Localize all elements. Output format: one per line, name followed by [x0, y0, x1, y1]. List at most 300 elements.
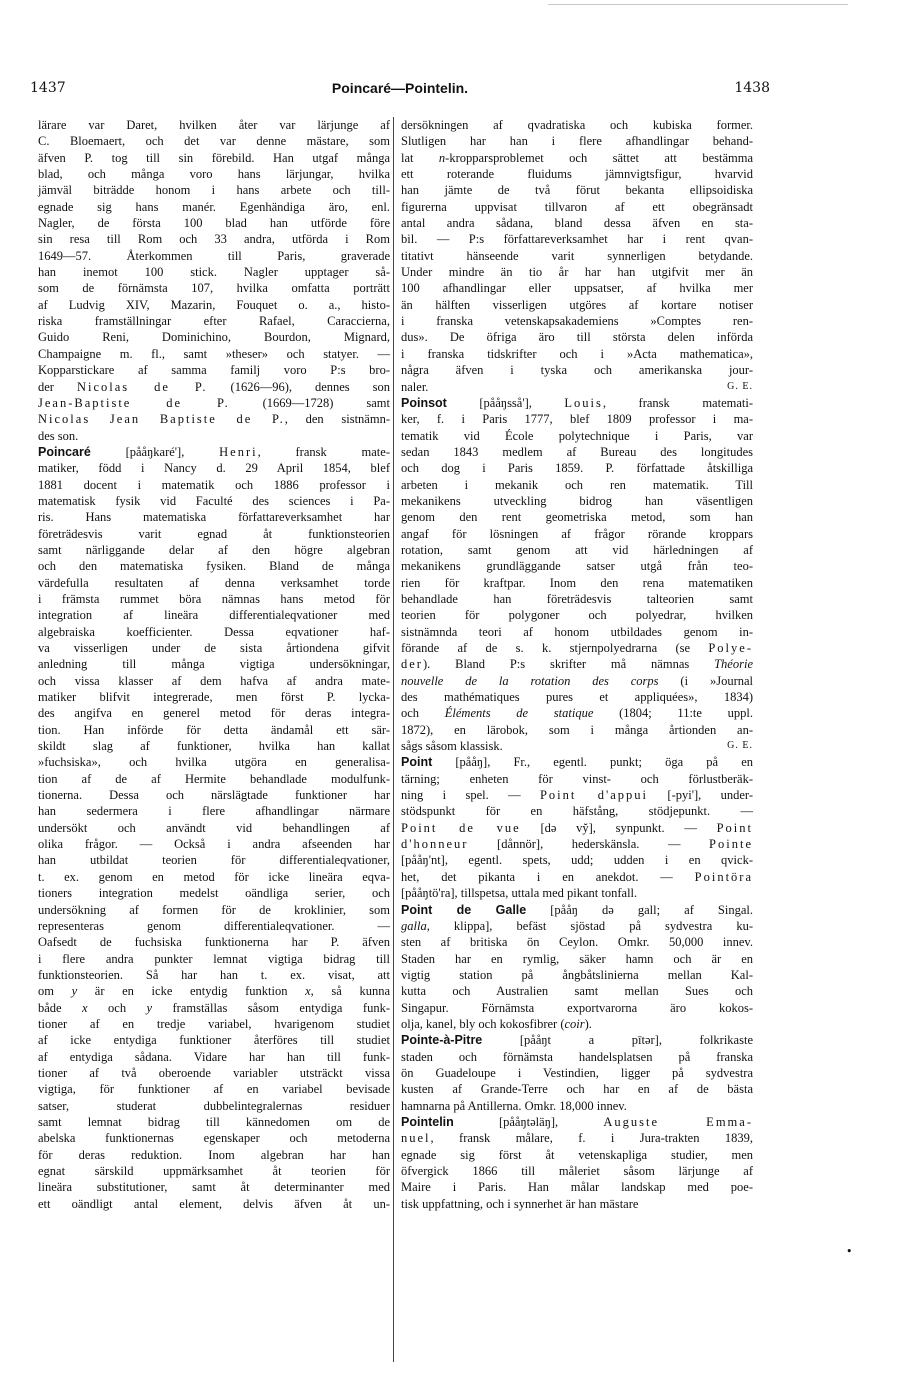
- text-segment: [pååŋ də gall; af Singal.: [526, 902, 753, 917]
- left-column-line: [38, 1163, 390, 1179]
- right-column-line: [401, 656, 753, 672]
- left-column-line: [38, 738, 390, 754]
- text-segment: af icke entydiga funktioner återföres till studiet: [38, 1033, 390, 1048]
- text-segment: arbeten i mekanik och ren matematik. Till: [401, 477, 753, 492]
- right-column-line: [401, 280, 753, 296]
- text-segment: sågs såsom klassisk.: [401, 739, 503, 754]
- running-header: [30, 80, 770, 100]
- left-column-line: [38, 607, 390, 623]
- italic-text: x: [82, 1000, 88, 1015]
- text-segment: kusten af Grande-Terre och har en af de bästa: [401, 1082, 753, 1097]
- text-segment: tion af de af Hermite behandlade modulfunk-: [38, 771, 390, 786]
- left-column-line: [38, 395, 390, 411]
- spaced-name: Pointe: [709, 837, 753, 852]
- left-column-line: [38, 1147, 390, 1163]
- left-column: [38, 117, 390, 1212]
- text-segment: -kropparsproblemet och sättet att bestämma: [445, 150, 753, 165]
- text-segment: [pååŋsså'],: [446, 395, 565, 410]
- text-segment: blad, och många voro hans lärjungar, hvilka: [38, 167, 390, 182]
- text-segment: staden och förnämsta handelsplatsen på franska: [401, 1049, 753, 1064]
- left-column-line: [38, 362, 390, 378]
- text-segment: vigtig station på ångbåtslinierna mellan Kal-: [401, 967, 753, 982]
- text-segment: än hälften visserligen utgöres af kortare notiser: [401, 297, 753, 312]
- italic-text: coir: [564, 1016, 585, 1031]
- right-column-line: [401, 1179, 753, 1195]
- text-segment: egnat särskild uppmärksamhet åt teorien för: [38, 1164, 390, 1178]
- text-segment: [pååŋ'nt], egentl. spets, udd; udden i en qvick-: [401, 853, 753, 868]
- left-column-line: [38, 918, 390, 934]
- text-segment: (i »Journal: [658, 673, 753, 688]
- right-column-line: [401, 1163, 753, 1179]
- text-segment: riska framställningar efter Rafael, Caraccierna,: [38, 314, 390, 329]
- text-segment: några äfven i tyska och amerikanska jour-: [401, 363, 753, 378]
- right-column-line: [401, 624, 753, 640]
- text-segment: »fuchsiska», och hvilka utgöra en generalisa-: [38, 755, 390, 770]
- text-segment: bil. — P:s författareverksamhet har i rent qvan-: [401, 232, 753, 247]
- left-column-line: [38, 951, 390, 967]
- text-segment: Maire i Paris. Han målar landskap med poe-: [401, 1180, 753, 1195]
- left-column-line: [38, 836, 390, 852]
- left-column-line: [38, 526, 390, 542]
- right-column-line: [401, 1049, 753, 1065]
- text-segment: ). Bland P:s skrifter må nämnas: [422, 657, 715, 672]
- right-column-line: [401, 395, 753, 411]
- text-segment: och: [401, 706, 445, 721]
- left-column-line: [38, 313, 390, 329]
- right-column-line: [401, 918, 753, 934]
- left-column-line: [38, 852, 390, 868]
- text-segment: skildt slag af funktioner, hvilka han kallat: [38, 739, 390, 754]
- text-segment: stödspunkt för en häfstång, stödjepunkt. —: [401, 804, 753, 819]
- text-segment: för deras reduktion. Inom algebran har han: [38, 1147, 390, 1162]
- author-signature: G. E.: [727, 740, 753, 752]
- left-column-line: [38, 280, 390, 296]
- right-column-line: [401, 705, 753, 721]
- text-segment: tion. Han införde för detta ändamål ett sär-: [38, 722, 390, 737]
- text-segment: Singapur. Förnämsta exportvarorna äro kokos-: [401, 1000, 753, 1015]
- right-column-line: [401, 591, 753, 607]
- text-segment: Kopparstickare af samma familj voro P:s bro-: [38, 363, 390, 378]
- left-column-line: [38, 869, 390, 885]
- text-segment: mekanikens utveckling bidrog han väsentligen: [401, 493, 753, 508]
- left-column-line: [38, 1179, 390, 1195]
- left-column-line: [38, 754, 390, 770]
- right-column-line: [401, 836, 753, 852]
- text-segment: olika frågor. — Också i andra afseenden har: [38, 837, 390, 852]
- text-segment: C. Bloemaert, och det var denne mästare, som: [38, 134, 390, 149]
- right-column-line: [401, 1114, 753, 1130]
- right-column-line: [401, 133, 753, 149]
- right-column-line: [401, 983, 753, 999]
- text-segment: kutta och Australien samt mellan Sues och: [401, 984, 753, 999]
- right-column-line: [401, 182, 753, 198]
- text-segment: tionerna. Dessa och närslägtade funktioner har: [38, 788, 390, 803]
- text-segment: funktionsteorien. Så har han t. ex. visat, att: [38, 967, 390, 982]
- left-column-line: [38, 477, 390, 493]
- right-column-line: [401, 575, 753, 591]
- left-column-line: [38, 428, 390, 444]
- right-column-line: [401, 1196, 753, 1212]
- spaced-name: Jean-Baptiste de P.: [38, 395, 230, 410]
- left-column-line: [38, 656, 390, 672]
- right-column-line: [401, 477, 753, 493]
- text-segment: af entydiga sådana. Vidare har han till funk-: [38, 1049, 390, 1064]
- left-column-line: [38, 820, 390, 836]
- text-segment: representeras genom differentialeqvationer. —: [38, 918, 390, 933]
- left-column-line: [38, 444, 390, 460]
- right-column-line: [401, 297, 753, 313]
- left-column-line: [38, 493, 390, 509]
- text-segment: anledning till många vigtiga undersökningar,: [38, 657, 390, 672]
- spaced-name: Auguste Emma-: [603, 1114, 753, 1129]
- text-segment: [-pyi'], under-: [648, 788, 753, 803]
- italic-text: Éléments de statique: [444, 706, 594, 721]
- headword: Point de Galle: [401, 902, 527, 917]
- left-column-line: [38, 1000, 390, 1016]
- text-segment: angaf för lösningen af frågor rörande kroppars: [401, 526, 753, 541]
- spaced-name: Henri: [219, 444, 258, 459]
- text-segment: (1804; 11:te uppl.: [593, 706, 753, 721]
- text-segment: , den sistnämn-: [284, 412, 390, 427]
- text-segment: sten af britiska ön Ceylon. Omkr. 50,000 innev.: [401, 935, 753, 950]
- right-column-line: [401, 869, 753, 885]
- text-segment: [dånnör], hederskänsla. —: [468, 837, 710, 852]
- text-segment: Under mindre än tio år har han utgifvit mer än: [401, 265, 753, 280]
- text-segment: framställas såsom entydiga funk-: [152, 1000, 390, 1015]
- left-column-line: [38, 1196, 390, 1212]
- left-column-line: [38, 1065, 390, 1081]
- text-segment: , fransk matemati-: [602, 395, 753, 410]
- left-column-line: [38, 133, 390, 149]
- text-segment: tärning; enheten för vinst- och förlustberäk-: [401, 771, 753, 786]
- text-segment: tisk uppfattning, och i synnerhet är han mästare: [401, 1196, 639, 1211]
- right-column-line: [401, 248, 753, 264]
- text-segment: samt närliggande delar af den högre algebran: [38, 542, 390, 557]
- right-column-line: [401, 362, 753, 378]
- left-column-line: [38, 150, 390, 166]
- left-column-line: [38, 1049, 390, 1065]
- text-segment: sistnämnda teori af honom utbildades genom in-: [401, 624, 753, 639]
- text-segment: Staden har en rymlig, säker hamn och är en: [401, 951, 753, 966]
- left-column-line: [38, 166, 390, 182]
- right-column-line: [401, 951, 753, 967]
- headword: Poincaré: [38, 444, 91, 459]
- left-column-line: [38, 264, 390, 280]
- text-segment: rien för kraftpar. Inom den rena matematiken: [401, 575, 753, 590]
- right-column-line: [401, 313, 753, 329]
- left-column-line: [38, 1081, 390, 1097]
- text-segment: tioner af en tredje variabel, hvarigenom studiet: [38, 1016, 390, 1031]
- text-segment: Guido Reni, Dominichino, Bourdon, Mignard,: [38, 330, 390, 345]
- text-segment: ön Guadeloupe i Vestindien, ligger på sydvestra: [401, 1065, 753, 1080]
- text-segment: dersökningen af qvadratiska och kubiska former.: [401, 118, 753, 132]
- right-column-line: [401, 1016, 753, 1032]
- text-segment: teorien för polygoner och polyedrar, hvilken: [401, 608, 753, 623]
- text-segment: han utbildat teorien för differentialeqvationer,: [38, 853, 390, 868]
- text-segment: der: [38, 379, 77, 394]
- right-column-line: [401, 444, 753, 460]
- text-segment: och dog i Paris 1859. P. författade åtskilliga: [401, 461, 753, 476]
- headword: Pointe-à-Pitre: [401, 1033, 483, 1048]
- right-column-line: [401, 264, 753, 280]
- text-segment: behandlade han företrädesvis talteorien samt: [401, 591, 753, 606]
- right-column-line: [401, 379, 753, 395]
- right-column-line: [401, 1000, 753, 1016]
- text-segment: undersökning af formen för de kroklinier, som: [38, 902, 390, 917]
- spaced-name: nuel: [401, 1131, 431, 1146]
- left-column-line: [38, 558, 390, 574]
- text-segment: genom den rent geometriska metod, som han: [401, 510, 753, 525]
- right-column-line: [401, 150, 753, 166]
- italic-text: y: [146, 1000, 153, 1015]
- text-segment: och den matematiska fysiken. Bland de många: [38, 559, 390, 574]
- text-segment: matiker blifvit integrerade, men först P. lycka-: [38, 690, 390, 705]
- left-column-line: [38, 1114, 390, 1130]
- right-column-line: [401, 673, 753, 689]
- left-column-line: [38, 591, 390, 607]
- right-column-line: [401, 1130, 753, 1146]
- left-column-line: [38, 329, 390, 345]
- text-segment: naler.: [401, 379, 429, 394]
- text-segment: des angifva en generel metod för deras integra-: [38, 706, 390, 721]
- right-column-line: [401, 607, 753, 623]
- left-column-line: [38, 885, 390, 901]
- left-column-line: [38, 411, 390, 427]
- text-segment: öfvergick 1866 till måleriet såsom lärjunge af: [401, 1164, 753, 1178]
- left-column-line: [38, 983, 390, 999]
- margin-bullet: •: [846, 1245, 853, 1258]
- right-column-line: [401, 460, 753, 476]
- text-segment: han jämte de två förut bekanta ellipsoidiska: [401, 183, 753, 198]
- spaced-name: d'honneur: [401, 837, 469, 852]
- text-segment: algebraiska koefficienter. Dessa eqvationer haf-: [38, 624, 390, 639]
- left-column-line: [38, 117, 390, 133]
- left-column-line: [38, 689, 390, 705]
- text-segment: [pååŋt a pītər], folkrikaste: [482, 1033, 753, 1048]
- text-segment: 1881 docent i matematik och 1886 professor i: [38, 477, 390, 492]
- spaced-name: Nicolas de P.: [76, 379, 208, 394]
- text-segment: , fransk målare, f. i Jura-trakten 1839,: [430, 1131, 753, 1146]
- text-segment: vigtiga, för funktioner af en variabel bevisade: [38, 1082, 390, 1097]
- text-segment: matematisk fysik vid Faculté des sciences i Pa-: [38, 493, 390, 508]
- text-segment: olja, kanel, bly och kokosfibrer (: [401, 1016, 565, 1031]
- text-segment: och: [87, 1000, 147, 1015]
- text-segment: Oafsedt de fuchsiska funktionerna har P. äfven: [38, 935, 390, 950]
- right-column-line: [401, 1098, 753, 1114]
- text-segment: han inemot 100 stick. Nagler upptager så-: [38, 265, 390, 280]
- right-column-line: [401, 787, 753, 803]
- text-segment: dus». De öfriga äro till största delen införda: [401, 330, 753, 345]
- right-column-line: [401, 885, 753, 901]
- right-column-line: [401, 428, 753, 444]
- headword: Pointelin: [401, 1114, 454, 1129]
- text-segment: företrädesvis varit egnad åt funktionsteorien: [38, 526, 390, 541]
- text-segment: lineära substitutioner, samt åt determinanter med: [38, 1180, 390, 1195]
- right-column-line: [401, 902, 753, 918]
- right-column-line: [401, 771, 753, 787]
- headword: Poinsot: [401, 395, 447, 410]
- text-segment: satser, studerat dubbelintegralernas residuer: [38, 1098, 390, 1113]
- right-column-line: [401, 1065, 753, 1081]
- text-segment: förande af de s. k. stjernpolyedrarna (se: [401, 641, 709, 655]
- left-column-line: [38, 787, 390, 803]
- left-page-number: 1437: [30, 80, 66, 96]
- text-segment: ett roterande fluidums jämnvigtsfigur, hvarvid: [401, 167, 753, 182]
- text-segment: matiker, född i Nancy d. 29 April 1854, blef: [38, 461, 390, 476]
- text-segment: samt lemnat bidrag till kännedomen om de: [38, 1114, 390, 1129]
- italic-text: y: [71, 984, 78, 999]
- text-segment: i franska vetenskapsakademiens »Comptes ren-: [401, 314, 753, 329]
- text-segment: [pååŋkaré'],: [90, 444, 220, 459]
- spaced-name: Point de vue: [401, 820, 521, 835]
- left-column-line: [38, 248, 390, 264]
- text-segment: des son.: [38, 428, 79, 443]
- text-segment: tematik vid École polytechnique i Paris, var: [401, 428, 753, 443]
- text-segment: integration af lineära differentialeqvationer med: [38, 608, 390, 623]
- text-segment: het, det pikanta i en anekdot. —: [401, 869, 695, 884]
- text-segment: Slutligen har han i flere afhandlingar behand-: [401, 134, 753, 149]
- column-divider: [393, 117, 394, 1362]
- text-segment: i främsta rummet böra nämnas hans metod för: [38, 591, 390, 606]
- spaced-name: Louis: [564, 395, 603, 410]
- left-column-line: [38, 1032, 390, 1048]
- right-column-line: [401, 166, 753, 182]
- text-segment: (1669—1728) samt: [229, 395, 390, 410]
- text-segment: Nagler, de första 100 blad han utförde före: [38, 216, 390, 231]
- right-column-line: [401, 509, 753, 525]
- text-segment: rotation, samt genom att vid härledningen af: [401, 542, 753, 557]
- left-column-line: [38, 640, 390, 656]
- text-segment: ris. Hans matematiska författareverksamhet har: [38, 510, 390, 525]
- text-segment: äfven P. tog till sin förebild. Han utgaf många: [38, 150, 390, 165]
- text-segment: 1649—57. Återkommen till Paris, graverade: [38, 248, 390, 263]
- spaced-name: Pointöra: [694, 869, 753, 884]
- right-column-line: [401, 1081, 753, 1097]
- text-segment: jämväl biträdde honom i hans arbete och till-: [38, 183, 390, 198]
- text-segment: egnade sig först åt vetenskapliga studier, men: [401, 1147, 753, 1162]
- left-column-line: [38, 624, 390, 640]
- running-title: Poincaré—Pointelin.: [331, 80, 469, 96]
- right-page-number: 1438: [734, 80, 770, 96]
- text-segment: titativt hänseende varit synnerligen betydande.: [401, 248, 753, 263]
- text-segment: är en icke entydig funktion: [77, 984, 306, 999]
- text-segment: 100 afhandlingar eller uppsatser, af hvilka mer: [401, 281, 753, 296]
- text-segment: Champaigne m. fl., samt »theser» och statyer. —: [38, 346, 390, 361]
- text-segment: , fransk mate-: [257, 444, 390, 459]
- right-column-line: [401, 493, 753, 509]
- text-segment: han sedermera i flere afhandlingar närmare: [38, 804, 390, 819]
- text-segment: , klippa], befäst sjöstad på sydvestra ku-: [426, 918, 753, 933]
- right-column-line: [401, 329, 753, 345]
- left-column-line: [38, 575, 390, 591]
- right-column: [401, 117, 753, 1212]
- right-column-line: [401, 967, 753, 983]
- text-segment: värdefulla resultaten af denna verksamhet torde: [38, 575, 390, 590]
- left-column-line: [38, 722, 390, 738]
- right-column-line: [401, 542, 753, 558]
- left-column-line: [38, 215, 390, 231]
- text-segment: och vissa klasser af dem hafva af andra mate-: [38, 673, 390, 688]
- right-column-line: [401, 640, 753, 656]
- left-column-line: [38, 379, 390, 395]
- text-segment: sin resa till Rom och 33 andra, utförda i Rom: [38, 232, 390, 247]
- text-segment: af Ludvig XIV, Mazarin, Fouquet o. a., histo-: [38, 297, 390, 312]
- text-segment: lat: [401, 150, 439, 165]
- text-segment: ning i spel. —: [401, 788, 540, 803]
- left-column-line: [38, 967, 390, 983]
- text-segment: des mathématiques pures et appliquées», 1834): [401, 690, 753, 705]
- right-column-line: [401, 558, 753, 574]
- text-segment: om: [38, 984, 72, 999]
- left-column-line: [38, 231, 390, 247]
- left-column-line: [38, 346, 390, 362]
- left-column-line: [38, 509, 390, 525]
- text-segment: (1626—96), dennes son: [207, 379, 390, 394]
- right-column-line: [401, 820, 753, 836]
- right-column-line: [401, 722, 753, 738]
- text-segment: undersökt och användt vid behandlingen af: [38, 820, 390, 835]
- text-segment: t. ex. genom en metod för icke lineära eqva-: [38, 869, 390, 884]
- left-column-line: [38, 199, 390, 215]
- italic-text: galla: [401, 918, 427, 933]
- text-segment: ).: [584, 1016, 592, 1031]
- spaced-name: Point: [716, 820, 753, 835]
- right-column-line: [401, 738, 753, 754]
- text-segment: i flere andra punkter lemnat vigtiga bidrag till: [38, 951, 390, 966]
- text-segment: figurerna uppvisat tillvaron af ett obegränsadt: [401, 199, 753, 214]
- right-column-line: [401, 754, 753, 770]
- right-column-line: [401, 346, 753, 362]
- right-column-line: [401, 852, 753, 868]
- italic-text: n: [438, 150, 446, 165]
- text-segment: ett oändligt antal element, delvis äfven åt un-: [38, 1196, 390, 1211]
- text-segment: [də vy̆], synpunkt. —: [520, 820, 717, 835]
- text-segment: egnade sig hans manér. Egenhändiga äro, enl.: [38, 199, 390, 214]
- left-column-line: [38, 182, 390, 198]
- left-column-line: [38, 803, 390, 819]
- text-segment: i franska tidskrifter och i »Acta mathematica»,: [401, 346, 753, 361]
- top-rule: [548, 4, 848, 5]
- right-column-line: [401, 117, 753, 133]
- text-segment: antal andra sådana, bland dessa äfven en sta-: [401, 216, 753, 231]
- right-column-line: [401, 689, 753, 705]
- italic-text: nouvelle de la rotation des corps: [401, 673, 659, 688]
- right-column-line: [401, 231, 753, 247]
- right-column-line: [401, 1147, 753, 1163]
- left-column-line: [38, 705, 390, 721]
- right-column-line: [401, 215, 753, 231]
- text-segment: både: [38, 1000, 83, 1015]
- right-column-line: [401, 411, 753, 427]
- left-column-line: [38, 297, 390, 313]
- text-segment: som de förnämsta 107, hvilka omfatta porträtt: [38, 281, 390, 296]
- text-segment: lärare var Daret, hvilken åter var lärjunge af: [38, 118, 390, 132]
- right-column-line: [401, 199, 753, 215]
- italic-text: x: [305, 984, 311, 999]
- text-segment: tioner af två oberoende variabler utsträckt vissa: [38, 1065, 390, 1080]
- text-segment: abelska funktionernas egenskaper och metoderna: [38, 1131, 390, 1146]
- spaced-name: Point d'appui: [539, 788, 649, 803]
- text-segment: hamnarna på Antillerna. Omkr. 18,000 innev.: [401, 1098, 627, 1113]
- text-segment: mekanikens grundläggande satser utgå från teo-: [401, 559, 753, 574]
- left-column-line: [38, 1130, 390, 1146]
- spaced-name: Polye-: [708, 641, 753, 655]
- text-segment: , så kunna: [310, 984, 390, 999]
- left-column-line: [38, 934, 390, 950]
- right-column-line: [401, 1032, 753, 1048]
- text-segment: va visserligen under de sista årtiondena gifvit: [38, 641, 390, 655]
- text-segment: [pååŋtəläŋ],: [453, 1114, 604, 1129]
